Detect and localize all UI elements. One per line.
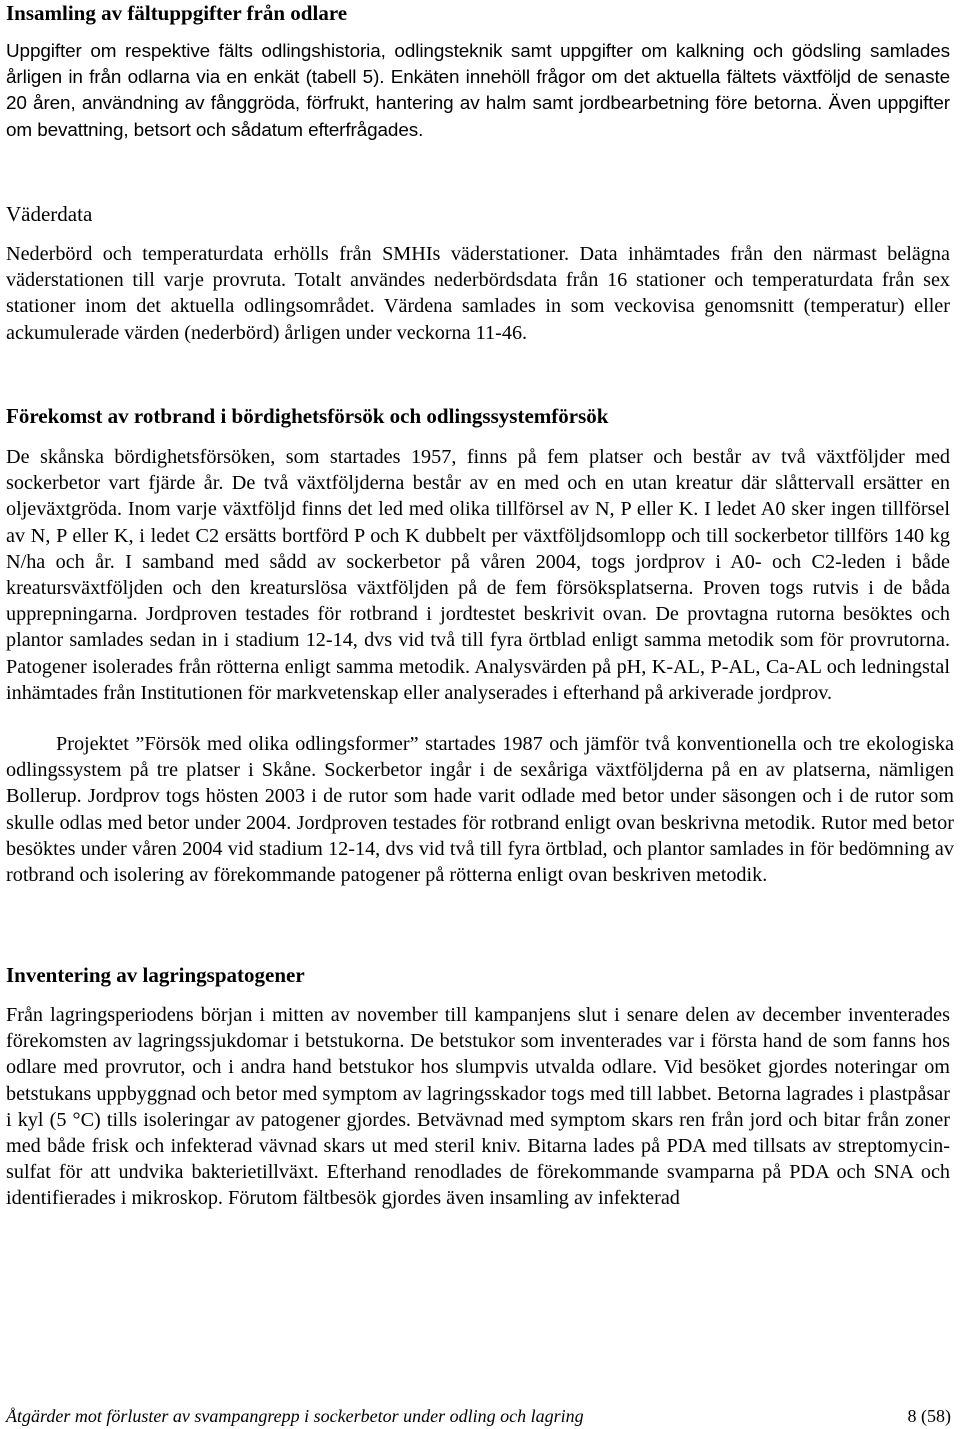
page-footer: [6, 1405, 951, 1427]
page-number: 8 (58): [907, 1406, 951, 1426]
body-paragraph: Uppgifter om respektive fälts odlingshistoria, odlingsteknik samt uppgifter om kalkning och gödsling samlades årligen in från odlarna via en enkät (tabell 5). Enkäten innehöll frågor om det aktuella fältets växtföljd de senaste 20 åren, användning av fånggröda, förfrukt, hantering av halm samt jordbearbetning före betorna. Även uppgifter om bevattning, betsort och sådatum efterfrågades.: [6, 41, 950, 141]
body-paragraph: De skånska bördighetsförsöken, som startades 1957, finns på fem platser och består av två växtföljder med sockerbetor vart fjärde år. De två växtföljderna består av en med och en utan kreatur där slåttervall ersätter en oljeväxtgröda. Inom varje växtföljd finns det led med olika tillförsel av N, P eller K. I ledet A0 sker ingen tillförsel av N, P eller K, i ledet C2 ersätts bortförd P och K dubbelt per växtföljdsomlopp och till sockerbetor tillförs 140 kg N/ha och år. I samband med sådd av sockerbetor på våren 2004, togs jordprov i A0- och C2-leden i både kreatursväxtföljden och den kreaturslösa växtföljden på de fem försöksplatserna. Proven togs rutvis i de båda upprepningarna. Jordproven testades för rotbrand i jordtestet beskrivit ovan. De provtagna rutorna besöktes och plantor samlades sedan in i stadium 12-14, dvs vid två till fyra örtblad enligt samma metodik som för provrutorna. Patogener isolerades från rötterna enligt samma metodik. Analysvärden på pH, K-AL, P-AL, Ca-AL och ledningstal inhämtades från Institutionen för markvetenskap eller analyserades i efterhand på arkiverade jordprov.: [6, 446, 950, 704]
section-heading: Förekomst av rotbrand i bördighetsförsök och odlingssystemförsök: [6, 404, 609, 428]
section-heading: Inventering av lagringspatogener: [6, 963, 305, 987]
section-storage-pathogens: [6, 962, 954, 1210]
footer-title: Åtgärder mot förluster av svampangrepp i sockerbetor under odling och lagring: [6, 1406, 584, 1426]
section-root-rot-trials: [6, 403, 954, 887]
section-heading: Insamling av fältuppgifter från odlare: [6, 1, 348, 25]
body-paragraph: Projektet ”Försök med olika odlingsformer” startades 1987 och jämför två konventionella och tre ekologiska odlingssystem på tre platser i Skåne. Sockerbetor ingår i de sexåriga växtföljderna på en av platserna, nämligen Bollerup. Jordprov togs hösten 2003 i de rutor som hade varit odlade med betor under säsongen och i de rutor som skulle odlas med betor under 2004. Jordproven testades för rotbrand enligt ovan beskrivna metodik. Rutor med betor besöktes under våren 2004 vid stadium 12-14, dvs vid två till fyra örtblad, och plantor samlades in för bedömning av rotbrand och isolering av förekommande patogener på rötterna enligt ovan beskriven metodik.: [6, 733, 954, 887]
section-heading: Väderdata: [6, 202, 93, 226]
body-paragraph: Nederbörd och temperaturdata erhölls från SMHIs väderstationer. Data inhämtades från den närmast belägna väderstationen till varje provruta. Totalt användes nederbördsdata från 16 stationer och temperaturdata från sex stationer inom det aktuella odlingsområdet. Värdena samlades in som veckovisa genomsnitt (temperatur) eller ackumulerade värden (nederbörd) årligen under veckorna 11-46.: [6, 243, 950, 344]
section-weather-data: [6, 201, 954, 344]
body-paragraph: Från lagringsperiodens början i mitten av november till kampanjens slut i senare delen av december inventerades förekomsten av lagringssjukdomar i betstukorna. De betstukor som inventerades var i första hand de som fanns hos odlare med provrutor, och i andra hand betstukor hos slumpvis utvalda odlare. Vid besöket gjordes noteringar om betstukans uppbyggnad och betor med symptom av lagringsskador togs med till labbet. Betorna lagrades i plastpåsar i kyl (5 °C) tills isoleringar av patogener gjordes. Betvävnad med symptom skars ren från jord och bitar från zoner med både frisk och infekterad vävnad skars ut med steril kniv. Bitarna lades på PDA med tillsats av streptomycinsulfat för att undvika bakterietillväxt. Efterhand renodlades de förekommande svamparna på PDA och SNA och identifierades i mikroskop. Förutom fältbesök gjordes även insamling av infekterad: [6, 1004, 950, 1210]
